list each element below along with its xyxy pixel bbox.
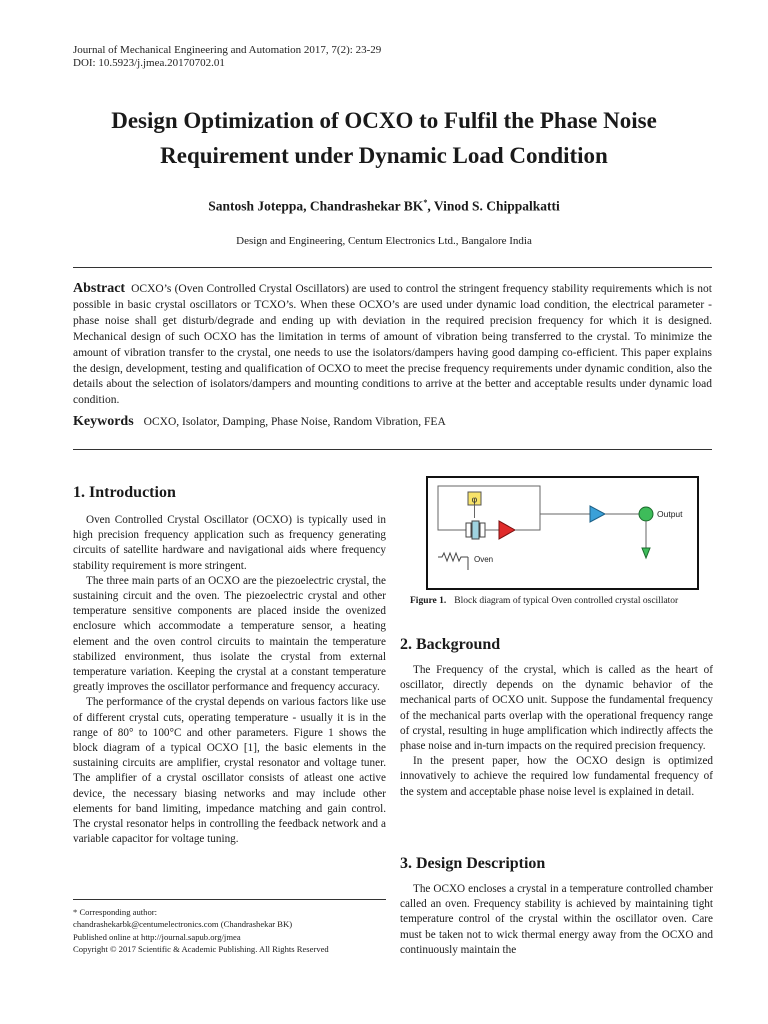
- journal-citation: Journal of Mechanical Engineering and Automation 2017, 7(2): 23-29: [73, 44, 382, 56]
- block-diagram-svg: [428, 478, 697, 588]
- divider-top: [73, 267, 712, 268]
- oven-label: Oven: [474, 555, 494, 564]
- output-arrow-icon: [642, 548, 650, 558]
- paragraph: The Frequency of the crystal, which is called as the heart of oscillator, directly depends on the dynamic behavior of the mechanical parts of OCXO unit. Suppose the fundamental frequency of the mechanical parts overlap with the operational frequency range of crystal, resulting in huge amplification which indirectly affects the phase noise and in-turn impacts on the required precision frequency.: [400, 664, 713, 753]
- footnote-line: * Corresponding author:: [73, 907, 158, 917]
- abstract-text: OCXO’s (Oven Controlled Crystal Oscillators) are used to control the stringent frequency stability requirements which is not possible in basic crystal oscillators or TCXO’s. When these OCXO’s are used under dynamic load condition, the electrical parameter - phase noise shall get disturb/degrade and ending up with deviation in the required precision frequency for which it is designed. Mechanical design of such OCXO has the limitation in terms of amount of vibration being transferred to the crystal. To minimize the amount of vibration transfer to the crystal, one needs to use the isolators/dampers having good damping co-efficient. This paper explains the design, development, testing and qualification of OCXO to meet the precise frequency requirements under dynamic condition, also the details about the selection of isolators/dampers and mounting conditions to arrive at the better and acceptable results under dynamic load condition.: [73, 283, 712, 407]
- footnote-line: chandrashekarbk@centumelectronics.com (Chandrashekar BK): [73, 919, 293, 930]
- crystal-plate-right: [480, 523, 485, 537]
- oven-heater-resistor: [438, 553, 468, 561]
- crystal-plate-left: [466, 523, 471, 537]
- keywords-label: Keywords: [73, 414, 134, 429]
- authors-part-2: , Vinod S. Chippalkatti: [427, 198, 560, 214]
- introduction-body: [73, 513, 386, 847]
- keywords-block: [73, 414, 446, 430]
- footnote-line: Published online at http://journal.sapub.org/jmea: [73, 931, 241, 942]
- footnote-line: Copyright © 2017 Scientific & Academic Publishing. All Rights Reserved: [73, 943, 329, 954]
- title-line-1: Design Optimization of OCXO to Fulfil the Phase Noise: [111, 108, 657, 133]
- journal-header: [73, 44, 381, 70]
- divider-bottom: [73, 449, 712, 450]
- abstract-block: [73, 281, 712, 409]
- feedback-wire: [438, 486, 540, 518]
- title-line-2: Requirement under Dynamic Load Condition: [160, 143, 608, 168]
- figure-caption-label: Figure 1.: [410, 596, 447, 606]
- output-label: Output: [657, 509, 683, 519]
- doi: DOI: 10.5923/j.jmea.20170702.01: [73, 57, 225, 69]
- amplifier-triangle: [499, 521, 515, 539]
- author-list: [60, 198, 708, 215]
- figure-caption: [410, 596, 678, 606]
- abstract-label: Abstract: [73, 281, 126, 296]
- figure-caption-text: Block diagram of typical Oven controlled crystal oscillator: [454, 596, 679, 606]
- paragraph: The OCXO encloses a crystal in a temperature controlled chamber called an oven. Frequency stability is achieved by maintaining tight temperature control of the crystal within the oscillator oven. Care must be taken not to wick thermal energy away from the OCXO and continuously maintain the: [400, 883, 713, 956]
- paragraph: In the present paper, how the OCXO design is optimized innovatively to achieve the required low fundamental frequency of the system and acceptable phase noise level is explained in detail.: [400, 755, 713, 798]
- footnote: [73, 906, 386, 955]
- paragraph: The performance of the crystal depends on various factors like use of different crystal cuts, operating temperature - usually it is in the range of 80° to 100°C and other parameters. Figure 1 shows the block diagram of a typical OCXO [1], the basic elements in the sustaining circuits are amplifier, crystal resonator and voltage tuner. The amplifier of a crystal oscillator consists of atleast one active device, the necessary biasing networks and may include other elements for band limiting, impedance matching and gain control. The crystal resonator helps in controlling the feedback network and a variable capacitor for voltage tuning.: [73, 696, 386, 846]
- keywords-text: OCXO, Isolator, Damping, Phase Noise, Random Vibration, FEA: [143, 416, 446, 428]
- corresponding-mark: *: [423, 198, 428, 207]
- background-body: [400, 663, 713, 800]
- loop-wire-left: [438, 506, 466, 530]
- section-heading-background: 2. Background: [400, 636, 501, 653]
- affiliation: Design and Engineering, Centum Electronics Ltd., Bangalore India: [236, 235, 532, 247]
- design-body: [400, 882, 713, 958]
- footnote-divider: [73, 899, 386, 900]
- crystal-body: [472, 521, 479, 539]
- paper-title: [60, 103, 708, 173]
- section-heading-introduction: 1. Introduction: [73, 484, 176, 501]
- paragraph: The three main parts of an OCXO are the piezoelectric crystal, the sustaining circuit and the oven. The piezoelectric crystal and other temperature sensitive components are placed inside the ovenized enclosure which accommodate a temperature sensor, a heating element and the oven control circuits to maintain the temperature stabilized environment, thus isolate the crystal from external temperature variation. Keeping the crystal at a constant temperature greatly improves the oscillator performance and frequency accuracy.: [73, 574, 386, 694]
- tuner-symbol: φ: [471, 495, 478, 506]
- buffer-amplifier: [590, 506, 605, 522]
- amp-output-wire: [515, 514, 540, 530]
- output-node: [639, 507, 653, 521]
- authors-part-1: Santosh Joteppa, Chandrashekar BK: [208, 198, 424, 214]
- paragraph: Oven Controlled Crystal Oscillator (OCXO) is typically used in high precision frequency application such as frequency generating circuits of satellite hardware and navigational aids where frequency stability requirement is more stringent.: [73, 514, 386, 572]
- figure-1-block-diagram: [426, 476, 699, 590]
- section-heading-design-description: 3. Design Description: [400, 855, 546, 872]
